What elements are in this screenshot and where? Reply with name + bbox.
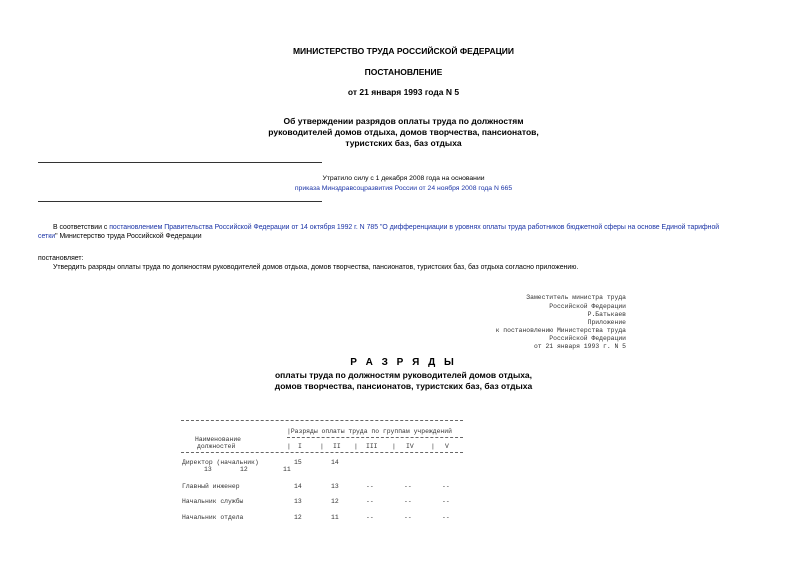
table-row-name: Главный инженер	[182, 483, 240, 490]
ministry-heading: МИНИСТЕРСТВО ТРУДА РОССИЙСКОЙ ФЕДЕРАЦИИ	[292, 46, 515, 56]
table-cell: 11	[331, 514, 339, 521]
government-decree-link-cont[interactable]: сетки	[38, 233, 56, 240]
signature-position: Заместитель министра труда	[526, 294, 626, 301]
table-group-header: |Разряды оплаты труда по группам учреждений	[287, 428, 452, 435]
table-cell: --	[366, 483, 374, 490]
table-group-col-4: IV	[406, 443, 414, 450]
signature-name: Р.Батькаев	[587, 311, 626, 318]
table-row-name: Начальник службы	[182, 498, 244, 505]
table-cell: 12	[331, 498, 339, 505]
table-cell: 13	[331, 483, 339, 490]
table-cell-wrap: 11	[283, 466, 291, 473]
table-cell: --	[404, 498, 412, 505]
document-type: ПОСТАНОВЛЕНИЕ	[364, 67, 443, 77]
expired-notice: Утратило силу с 1 декабря 2008 года на основании	[322, 175, 485, 182]
signature-country: Российской Федерации	[549, 303, 626, 310]
table-row-name: Директор (начальник)	[182, 459, 259, 466]
table-cell: --	[442, 483, 450, 490]
intro-paragraph-line-1	[53, 224, 719, 231]
table-group-col-1: I	[298, 443, 302, 450]
document-date-number: от 21 января 1993 года N 5	[347, 87, 460, 97]
divider	[38, 162, 322, 163]
table-cell: 14	[331, 459, 339, 466]
table-top-rule	[181, 420, 463, 421]
document-title-line-3: туристских баз, баз отдыха	[345, 138, 462, 148]
appendix-reference: к постановлению Министерства труда	[495, 327, 626, 334]
table-cell-wrap: 12	[240, 466, 248, 473]
table-cell: 14	[294, 483, 302, 490]
table-cell: 13	[294, 498, 302, 505]
intro-suffix: " Министерство труда Российской Федерации	[55, 233, 202, 240]
table-col-header-name-1: Наименование	[195, 436, 242, 443]
appendix-country: Российской Федерации	[549, 335, 626, 342]
table-cell: 15	[294, 459, 302, 466]
appendix-title: Р А З Р Я Д Ы	[350, 357, 457, 368]
table-cell-wrap: 13	[204, 466, 212, 473]
intro-prefix: В соответствии с	[53, 224, 110, 231]
table-col-header-name-2: должностей	[197, 443, 236, 450]
table-cell: --	[366, 514, 374, 521]
appendix-subtitle-line-2: домов творчества, пансионатов, туристских баз, баз отдыха	[274, 381, 533, 391]
document-title-line-2: руководителей домов отдыха, домов творчества, пансионатов,	[268, 127, 539, 137]
table-cell: --	[442, 514, 450, 521]
table-group-col-2: II	[333, 443, 341, 450]
decree-word: постановляет:	[38, 255, 84, 262]
basis-order-link[interactable]: приказа Минздравсоцразвития России от 24 ноября 2008 года N 665	[294, 185, 513, 192]
table-header-rule	[287, 437, 463, 438]
document-title-line-1: Об утверждении разрядов оплаты труда по должностям	[283, 116, 524, 126]
table-group-col-3: III	[366, 443, 378, 450]
table-row-name: Начальник отдела	[182, 514, 244, 521]
approve-paragraph: Утвердить разряды оплаты труда по должностям руководителей домов отдыха, домов творчества, пансионатов, туристских баз, баз отдыха согласно приложению.	[53, 264, 579, 271]
table-cell: --	[442, 498, 450, 505]
intro-paragraph-line-2	[38, 233, 202, 240]
appendix-label: Приложение	[587, 319, 626, 326]
table-cell: --	[366, 498, 374, 505]
table-group-columns: |	[287, 443, 291, 450]
appendix-subtitle-line-1: оплаты труда по должностям руководителей домов отдыха,	[274, 370, 533, 380]
table-cell: --	[404, 514, 412, 521]
table-cell: 12	[294, 514, 302, 521]
government-decree-link[interactable]: постановлением Правительства Российской Федерации от 14 октября 1992 г. N 785 "О дифференциации в уровнях оплаты труда работников бюджетной сферы на основе Единой тарифной	[109, 224, 720, 231]
table-group-col-5: V	[445, 443, 449, 450]
appendix-date: от 21 января 1993 г. N 5	[533, 343, 626, 350]
divider	[38, 201, 322, 202]
table-header-bottom-rule	[181, 452, 463, 453]
table-cell: --	[404, 483, 412, 490]
